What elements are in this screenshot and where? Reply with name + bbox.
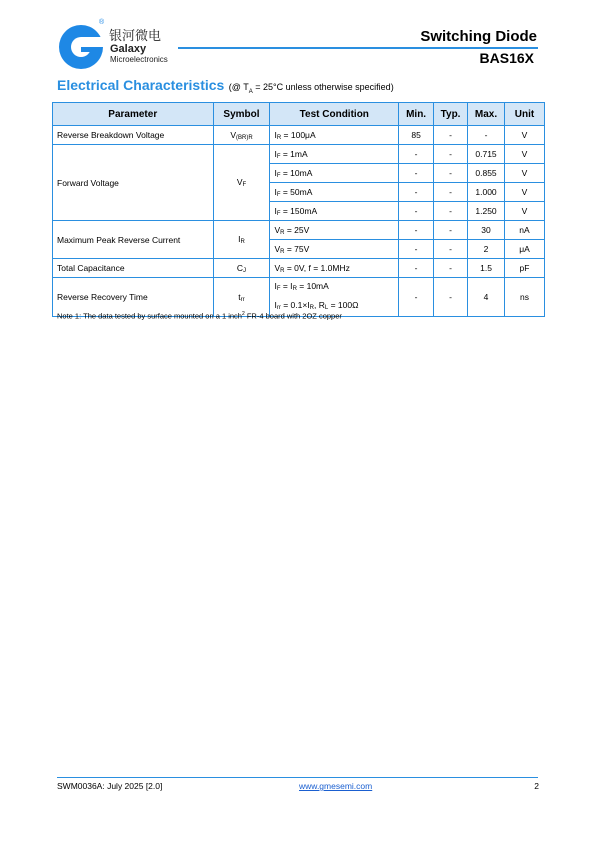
footer-website-link[interactable]: www.gmesemi.com — [299, 781, 373, 791]
min-cell: - — [399, 240, 434, 259]
typ-cell: - — [434, 202, 468, 221]
max-cell: 30 — [468, 221, 505, 240]
typ-cell: - — [434, 183, 468, 202]
header-divider — [178, 47, 538, 49]
max-cell: 2 — [468, 240, 505, 259]
unit-cell: V — [505, 126, 545, 145]
unit-cell: pF — [505, 259, 545, 278]
unit-cell: V — [505, 183, 545, 202]
typ-cell: - — [434, 240, 468, 259]
symbol-cell: V(BR)R — [213, 126, 270, 145]
typ-cell: - — [434, 278, 468, 317]
min-cell: - — [399, 202, 434, 221]
min-cell: 85 — [399, 126, 434, 145]
parameter-cell: Total Capacitance — [53, 259, 214, 278]
table-row — [53, 126, 545, 145]
logo-name-microelectronics: Microelectronics — [110, 55, 168, 64]
max-cell: 1.5 — [468, 259, 505, 278]
header-unit: Unit — [505, 103, 545, 126]
max-cell: 1.000 — [468, 183, 505, 202]
condition-cell: IF = 10mA — [270, 164, 399, 183]
table-header-row — [53, 103, 545, 126]
condition-cell: VR = 25V — [270, 221, 399, 240]
header-typ: Typ. — [434, 103, 468, 126]
unit-cell: V — [505, 202, 545, 221]
header-max: Max. — [468, 103, 505, 126]
max-cell: 1.250 — [468, 202, 505, 221]
unit-cell: ns — [505, 278, 545, 317]
condition-cell: IF = 50mA — [270, 183, 399, 202]
electrical-characteristics-table — [52, 102, 545, 317]
logo-chinese-name: 银河微电 — [109, 29, 162, 44]
symbol-cell: IR — [213, 221, 270, 259]
header-symbol: Symbol — [213, 103, 270, 126]
min-cell: - — [399, 259, 434, 278]
condition-cell: IF = 1mA — [270, 145, 399, 164]
min-cell: - — [399, 145, 434, 164]
typ-cell: - — [434, 145, 468, 164]
header-min: Min. — [399, 103, 434, 126]
footer-divider — [57, 777, 538, 778]
min-cell: - — [399, 164, 434, 183]
typ-cell: - — [434, 126, 468, 145]
unit-cell: μA — [505, 240, 545, 259]
section-condition: (@ $T_A = 25^\circ C$ unless otherwise specified) — [228, 82, 394, 95]
document-title: Switching Diode — [420, 28, 537, 45]
table-row — [53, 221, 545, 240]
header-test-condition: Test Condition — [270, 103, 399, 126]
table-row — [53, 259, 545, 278]
symbol-cell: CJ — [213, 259, 270, 278]
unit-cell: V — [505, 145, 545, 164]
typ-cell: - — [434, 221, 468, 240]
typ-cell: - — [434, 164, 468, 183]
logo-name-galaxy: Galaxy — [110, 43, 147, 55]
footer-document-id: SWM0036A: July 2025 [2.0] — [57, 781, 163, 791]
table-row — [53, 145, 545, 164]
galaxy-logo-icon — [57, 23, 105, 71]
condition-line: Irr = 0.1×IR, RL = 100Ω — [274, 300, 359, 311]
section-heading — [57, 77, 394, 95]
parameter-cell: Forward Voltage — [53, 145, 214, 221]
section-title: Electrical Characteristics — [57, 77, 225, 93]
parameter-cell: Reverse Recovery Time — [53, 278, 214, 317]
max-cell: - — [468, 126, 505, 145]
max-cell: 0.855 — [468, 164, 505, 183]
max-cell: 0.715 — [468, 145, 505, 164]
symbol-cell: VF — [213, 145, 270, 221]
condition-cell: VR = 0V, f = 1.0MHz — [270, 259, 399, 278]
min-cell: - — [399, 221, 434, 240]
footer-page-number: 2 — [534, 781, 539, 791]
header-parameter: Parameter — [53, 103, 214, 126]
table-footnote: Note 1: The data tested by surface mounted on a 1 inch$^2$ FR-4 board with 2OZ copper — [57, 311, 342, 321]
unit-cell: nA — [505, 221, 545, 240]
unit-cell: V — [505, 164, 545, 183]
symbol-cell: trr — [213, 278, 270, 317]
min-cell: - — [399, 278, 434, 317]
registered-mark: ® — [99, 19, 105, 26]
condition-cell: VR = 75V — [270, 240, 399, 259]
parameter-cell: Maximum Peak Reverse Current — [53, 221, 214, 259]
condition-cell: IR = 100μA — [270, 126, 399, 145]
condition-cell: IF = 150mA — [270, 202, 399, 221]
parameter-cell: Reverse Breakdown Voltage — [53, 126, 214, 145]
max-cell: 4 — [468, 278, 505, 317]
typ-cell: - — [434, 259, 468, 278]
part-number: BAS16X — [479, 50, 534, 66]
condition-line: IF = IR = 10mA — [274, 281, 329, 292]
min-cell: - — [399, 183, 434, 202]
